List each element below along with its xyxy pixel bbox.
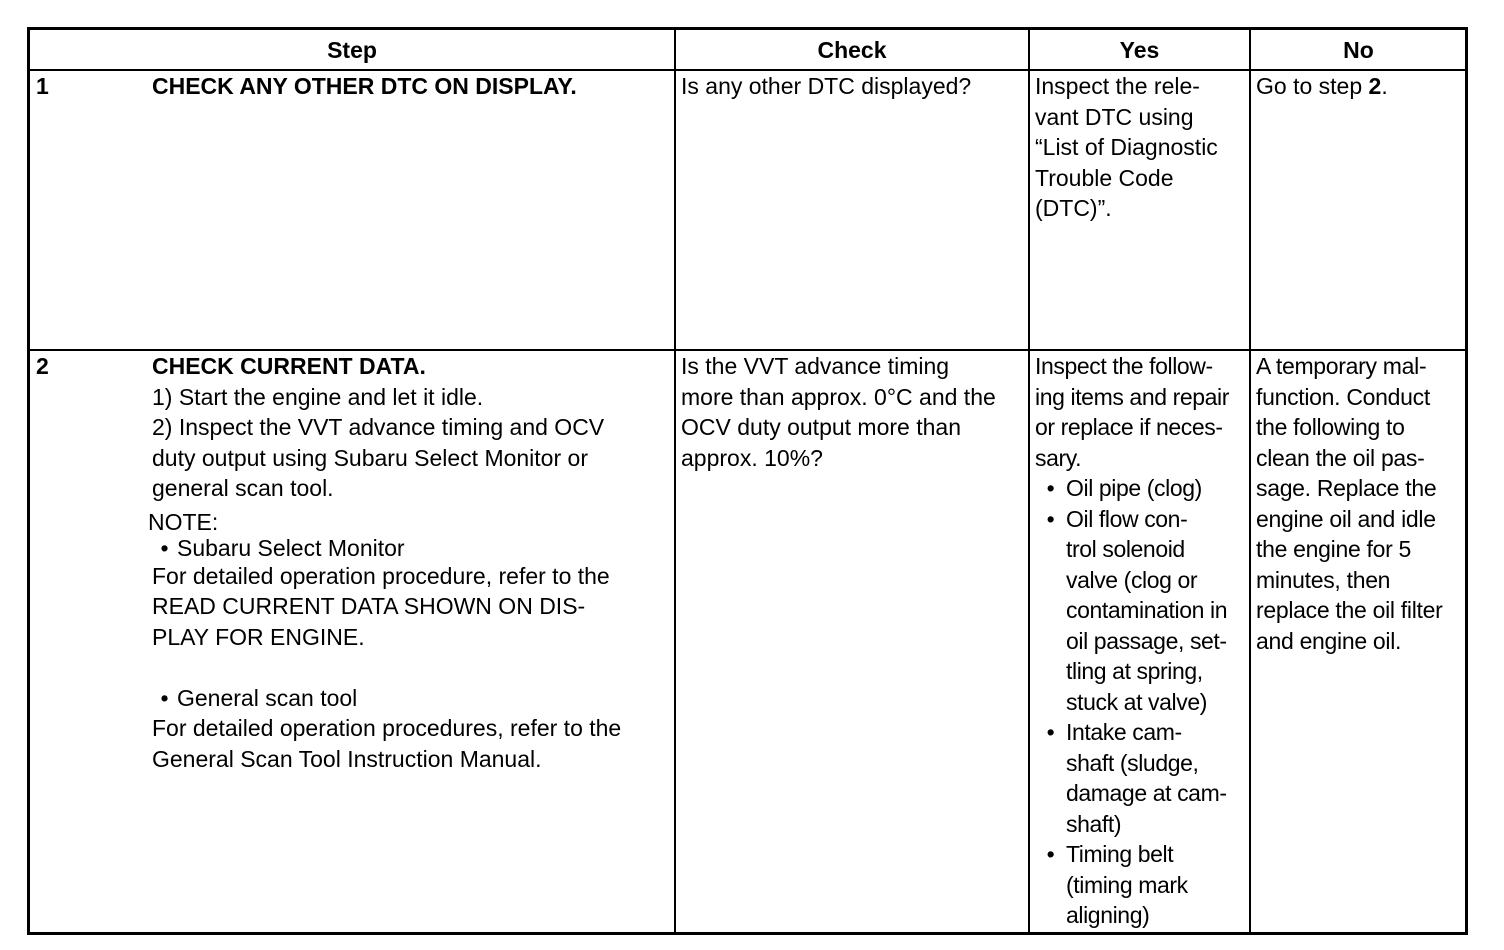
go-to-step-link[interactable]: 2 bbox=[1368, 73, 1382, 99]
no-line: replace the oil filter bbox=[1256, 597, 1443, 623]
spacer bbox=[152, 652, 667, 683]
no-line: A temporary mal- bbox=[1256, 353, 1427, 379]
no-line: the engine for 5 bbox=[1256, 536, 1412, 562]
row-1-title: CHECK ANY OTHER DTC ON DISPLAY. bbox=[152, 73, 577, 99]
yes-line: Inspect the rele- bbox=[1035, 73, 1200, 99]
column-divider bbox=[1249, 30, 1251, 932]
bullet: • bbox=[160, 684, 169, 711]
yes-item-line: Oil flow con- bbox=[1066, 505, 1188, 532]
no-line: and engine oil. bbox=[1256, 627, 1402, 654]
yes-item-line: tling at spring, bbox=[1066, 658, 1203, 684]
step-line: general scan tool. bbox=[152, 475, 334, 501]
no-line: clean the oil pas- bbox=[1256, 444, 1425, 471]
row-2-no bbox=[1256, 351, 1464, 656]
yes-item bbox=[1035, 504, 1247, 718]
check-line: Is the VVT advance timing bbox=[681, 353, 950, 379]
yes-line: ing items and repair bbox=[1035, 383, 1229, 410]
yes-line: vant DTC using bbox=[1035, 103, 1194, 130]
yes-item bbox=[1035, 473, 1247, 504]
step-number: 2 bbox=[36, 353, 49, 379]
yes-item-line: aligning) bbox=[1066, 902, 1150, 928]
yes-line: “List of Diagnostic bbox=[1035, 134, 1218, 160]
note-line: PLAY FOR ENGINE. bbox=[152, 623, 365, 650]
yes-item-line: Intake cam- bbox=[1066, 719, 1182, 745]
header-no: No bbox=[1343, 36, 1374, 63]
yes-line: (DTC)”. bbox=[1035, 195, 1112, 221]
check-line: more than approx. 0°C and the bbox=[681, 383, 996, 410]
yes-item-line: contamination in bbox=[1066, 597, 1228, 623]
note-line: General Scan Tool Instruction Manual. bbox=[152, 745, 542, 772]
column-divider bbox=[674, 30, 676, 932]
column-divider bbox=[1028, 30, 1030, 932]
yes-item-line: oil passage, set- bbox=[1066, 627, 1227, 654]
no-line: sage. Replace the bbox=[1256, 475, 1437, 501]
yes-line: or replace if neces- bbox=[1035, 414, 1223, 440]
note-label: NOTE: bbox=[148, 508, 219, 535]
yes-item-line: (timing mark bbox=[1066, 871, 1188, 898]
step-line: 2) Inspect the VVT advance timing and OCV bbox=[152, 414, 605, 440]
yes-item-line: Oil pipe (clog) bbox=[1066, 475, 1202, 501]
row-2-step bbox=[148, 351, 667, 774]
row-1-check: Is any other DTC displayed? bbox=[681, 73, 972, 99]
step-line: duty output using Subaru Select Monitor or bbox=[152, 444, 588, 471]
bullet: • bbox=[160, 534, 169, 561]
yes-line: Trouble Code bbox=[1035, 164, 1174, 191]
row-1-no bbox=[1256, 71, 1388, 102]
note-line: READ CURRENT DATA SHOWN ON DIS- bbox=[152, 593, 586, 619]
diagnostic-table bbox=[27, 27, 1468, 935]
step-number: 1 bbox=[36, 73, 49, 99]
yes-item-line: trol solenoid bbox=[1066, 536, 1185, 562]
note-item-title: Subaru Select Monitor bbox=[177, 534, 405, 561]
check-line: OCV duty output more than bbox=[681, 414, 961, 440]
check-line: approx. 10%? bbox=[681, 444, 823, 471]
note-item bbox=[152, 535, 667, 561]
step-line: 1) Start the engine and let it idle. bbox=[152, 383, 484, 410]
row-2-check bbox=[681, 351, 996, 473]
yes-item-line: shaft (sludge, bbox=[1066, 749, 1199, 776]
header-check: Check bbox=[817, 36, 887, 63]
yes-item bbox=[1035, 717, 1247, 839]
yes-item-line: damage at cam- bbox=[1066, 780, 1227, 806]
yes-line: sary. bbox=[1035, 444, 1082, 471]
no-text-suffix: . bbox=[1381, 73, 1388, 99]
yes-item bbox=[1035, 839, 1247, 931]
row-1-number bbox=[36, 71, 49, 102]
bullet: • bbox=[1046, 505, 1055, 532]
row-2-number bbox=[36, 351, 49, 382]
bullet: • bbox=[1046, 475, 1055, 501]
no-line: the following to bbox=[1256, 414, 1405, 440]
no-text: Go to step bbox=[1256, 73, 1369, 99]
no-line: engine oil and idle bbox=[1256, 505, 1436, 532]
no-line: function. Conduct bbox=[1256, 383, 1430, 410]
yes-line: Inspect the follow- bbox=[1035, 353, 1213, 379]
note-item-title: General scan tool bbox=[177, 684, 358, 711]
row-1-yes bbox=[1035, 71, 1218, 224]
note-item bbox=[152, 683, 667, 714]
yes-item-line: shaft) bbox=[1066, 810, 1122, 837]
no-line: minutes, then bbox=[1256, 566, 1391, 593]
note-line: For detailed operation procedures, refer to the bbox=[152, 715, 622, 741]
yes-item-line: valve (clog or bbox=[1066, 566, 1198, 593]
header-step: Step bbox=[327, 36, 377, 63]
bullet: • bbox=[1046, 719, 1055, 745]
header-yes: Yes bbox=[1119, 36, 1160, 63]
yes-item-line: Timing belt bbox=[1066, 841, 1174, 867]
bullet: • bbox=[1046, 841, 1055, 867]
yes-item-line: stuck at valve) bbox=[1066, 688, 1207, 715]
note-line: For detailed operation procedure, refer to the bbox=[152, 562, 610, 589]
row-2-title: CHECK CURRENT DATA. bbox=[152, 353, 426, 379]
row-2-yes bbox=[1035, 351, 1247, 931]
